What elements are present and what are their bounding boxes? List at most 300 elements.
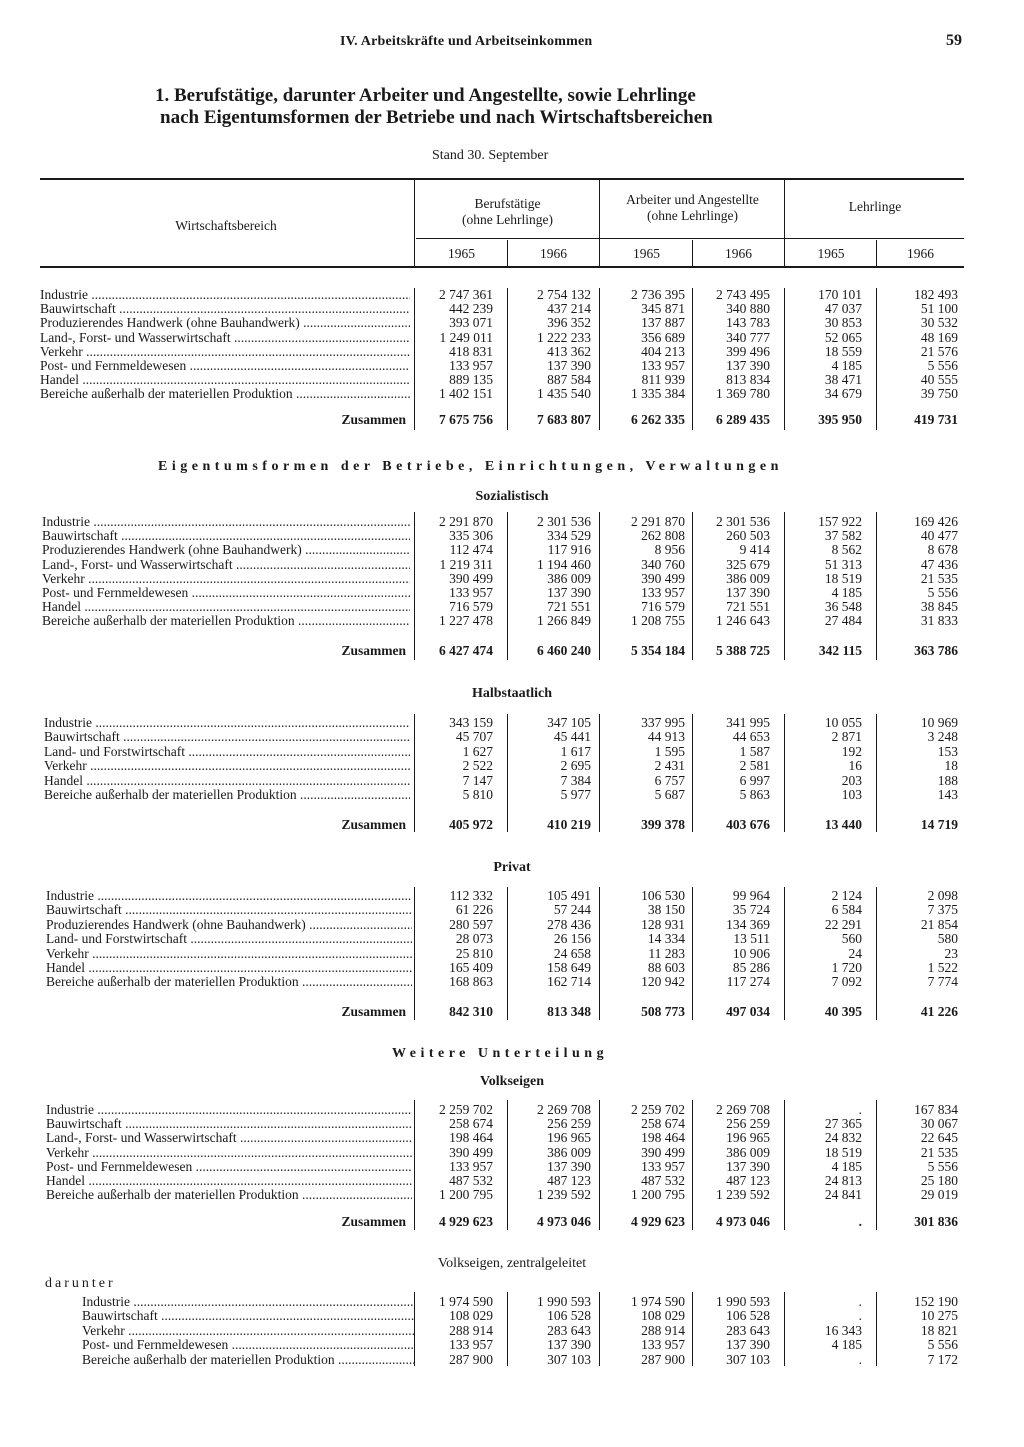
cell-value: 2 291 870 (439, 514, 493, 529)
cell-value: 133 957 (449, 585, 493, 600)
total-value: 399 378 (641, 817, 685, 832)
cell-value: 716 579 (449, 599, 493, 615)
row-label: Land- und Forstwirtschaft ..... (46, 932, 412, 946)
cell-value: 2 754 132 (537, 287, 591, 302)
table-row (0, 759, 1024, 773)
cell-value: 341 995 (726, 715, 770, 730)
row-label: Bauwirtschaft ..... (42, 529, 410, 543)
cell-value: 196 965 (547, 1130, 591, 1146)
cell-value: 1 335 384 (631, 386, 685, 402)
cell-value: 106 528 (547, 1308, 591, 1324)
cell-value: 103 (841, 787, 862, 802)
table-row (0, 961, 1024, 975)
cell-value: 117 274 (726, 974, 770, 990)
cell-value: 45 441 (553, 729, 591, 745)
cell-value: 36 548 (824, 599, 862, 615)
cell-value: 137 887 (641, 315, 685, 331)
cell-value: . (858, 1102, 862, 1117)
cell-value: 117 916 (547, 542, 591, 558)
cell-value: 4 185 (831, 1158, 862, 1174)
total-value: 4 929 623 (439, 1214, 493, 1229)
cell-value: 47 037 (824, 301, 862, 317)
cell-value: 137 390 (726, 1337, 770, 1353)
cell-value: 1 720 (831, 960, 862, 975)
row-label: Post- und Fernmeldewesen ..... (46, 1160, 412, 1174)
cell-value: 203 (841, 772, 862, 788)
cell-value: 182 493 (914, 287, 958, 302)
cell-value: 137 390 (726, 358, 770, 373)
cell-value: 390 499 (449, 1144, 493, 1160)
cell-value: 128 931 (641, 916, 685, 932)
table-row (0, 1160, 1024, 1174)
cell-value: 340 777 (726, 329, 770, 345)
cell-value: 137 390 (726, 1158, 770, 1174)
table-row (0, 373, 1024, 387)
cell-value: 307 103 (726, 1351, 770, 1367)
cell-value: 198 464 (641, 1130, 685, 1146)
table-row (0, 1174, 1024, 1188)
year-1966-c: 1966 (907, 246, 934, 261)
cell-value: 487 123 (547, 1173, 591, 1188)
cell-value: 6 757 (654, 772, 685, 788)
cell-value: 1 194 460 (537, 556, 591, 572)
cell-value: 7 092 (831, 974, 862, 990)
cell-value: 287 900 (641, 1351, 685, 1367)
divider-eigentumsformen: Eigentumsformen der Betriebe, Einrichtungen, Verwaltungen (158, 459, 783, 474)
cell-value: 167 834 (914, 1102, 958, 1117)
cell-value: 44 913 (647, 729, 685, 745)
cell-value: 307 103 (547, 1351, 591, 1367)
cell-value: 23 (944, 945, 958, 961)
cell-value: 288 914 (449, 1322, 493, 1338)
cell-value: 27 365 (824, 1116, 862, 1132)
total-value: 6 289 435 (716, 412, 770, 427)
cell-value: 133 957 (641, 1158, 685, 1174)
table-row (0, 1309, 1024, 1323)
cell-value: 28 073 (455, 931, 493, 947)
cell-value: 40 477 (920, 528, 958, 544)
cell-value: 1 617 (560, 743, 591, 759)
row-label: Post- und Fernmeldewesen ..... (42, 586, 410, 600)
row-label: Bereiche außerhalb der materiellen Produktion ..... (40, 387, 410, 401)
row-label: Bereiche außerhalb der materiellen Produktion ..... (42, 614, 410, 628)
cell-value: 5 556 (927, 585, 958, 600)
row-label: Bereiche außerhalb der materiellen Produktion ..... (44, 788, 410, 802)
cell-value: 278 436 (547, 916, 591, 932)
header-top-rule (40, 178, 964, 180)
cell-value: 170 101 (818, 287, 862, 302)
cell-value: 120 942 (641, 974, 685, 990)
cell-value: 345 871 (641, 301, 685, 317)
table-row (0, 1338, 1024, 1352)
cell-value: 105 491 (547, 888, 591, 903)
cell-value: 168 863 (449, 974, 493, 990)
cell-value: 390 499 (641, 570, 685, 586)
cell-value: 1 974 590 (439, 1294, 493, 1309)
cell-value: 2 695 (560, 758, 591, 774)
cell-value: 10 969 (920, 715, 958, 730)
cell-value: 52 065 (824, 329, 862, 345)
cell-value: 813 834 (726, 372, 770, 388)
cell-value: 1 595 (654, 743, 685, 759)
cell-value: 256 259 (726, 1116, 770, 1132)
total-row (0, 818, 1024, 832)
cell-value: 1 227 478 (439, 613, 493, 629)
total-value: 41 226 (920, 1004, 958, 1019)
total-value: 813 348 (547, 1004, 591, 1019)
table-row (0, 1103, 1024, 1117)
cell-value: 716 579 (641, 599, 685, 615)
row-label: Industrie ..... (42, 515, 410, 529)
row-label: Land- und Forstwirtschaft ..... (44, 745, 410, 759)
row-label: Industrie ..... (46, 889, 412, 903)
table-row (0, 788, 1024, 802)
table-row (0, 614, 1024, 628)
cell-value: 2 124 (831, 888, 862, 903)
cell-value: 2 259 702 (439, 1102, 493, 1117)
cell-value: 24 813 (824, 1173, 862, 1188)
cell-value: 18 559 (824, 343, 862, 359)
cell-value: 2 747 361 (439, 287, 493, 302)
cell-value: 2 736 395 (631, 287, 685, 302)
table-row (0, 558, 1024, 572)
row-label: Industrie ..... (44, 716, 410, 730)
cell-value: 258 674 (449, 1116, 493, 1132)
cell-value: 57 244 (553, 902, 591, 918)
cell-value: 2 522 (462, 758, 493, 774)
table-row (0, 302, 1024, 316)
cell-value: 325 679 (726, 556, 770, 572)
total-value: 6 460 240 (537, 643, 591, 658)
cell-value: 347 105 (547, 715, 591, 730)
row-label: Handel ..... (46, 961, 412, 975)
total-row (0, 413, 1024, 427)
cell-value: 2 871 (831, 729, 862, 745)
cell-value: 5 863 (739, 787, 770, 802)
section-heading-privat: Privat (493, 860, 531, 875)
cell-value: 1 219 311 (439, 556, 493, 572)
table-row (0, 387, 1024, 401)
cell-value: 108 029 (641, 1308, 685, 1324)
cell-value: 25 810 (455, 945, 493, 961)
cell-value: 13 511 (733, 931, 770, 947)
cell-value: 280 597 (449, 916, 493, 932)
cell-value: 133 957 (449, 1337, 493, 1353)
row-label: Handel ..... (40, 373, 410, 387)
cell-value: 24 832 (824, 1130, 862, 1146)
cell-value: 386 009 (547, 1144, 591, 1160)
stand-date: Stand 30. September (432, 148, 549, 163)
table-row (0, 1324, 1024, 1338)
section-heading-halbstaatlich: Halbstaatlich (471, 686, 553, 701)
row-label: Verkehr ..... (82, 1324, 414, 1338)
cell-value: 16 343 (824, 1322, 862, 1338)
cell-value: 5 556 (927, 358, 958, 373)
cell-value: 112 332 (449, 888, 493, 903)
cell-value: 8 562 (831, 542, 862, 558)
cell-value: 112 474 (449, 542, 493, 558)
cell-value: 10 906 (732, 945, 770, 961)
cell-value: 1 246 643 (716, 613, 770, 629)
total-value: 497 034 (726, 1004, 770, 1019)
table-row (0, 331, 1024, 345)
total-value: 301 836 (914, 1214, 958, 1229)
row-label: Bauwirtschaft ..... (46, 903, 412, 917)
cell-value: 386 009 (726, 570, 770, 586)
row-label: Handel ..... (42, 600, 410, 614)
header-vline-g3 (784, 179, 785, 267)
cell-value: 21 854 (920, 916, 958, 932)
darunter-label: darunter (45, 1276, 116, 1291)
table-row (0, 600, 1024, 614)
cell-value: 5 556 (927, 1337, 958, 1353)
group3-header: Lehrlinge (848, 199, 902, 214)
cell-value: 22 291 (824, 916, 862, 932)
cell-value: 192 (841, 743, 862, 759)
cell-value: 99 964 (732, 888, 770, 903)
cell-value: 2 098 (927, 888, 958, 903)
cell-value: 137 390 (547, 358, 591, 373)
cell-value: 390 499 (641, 1144, 685, 1160)
cell-value: 4 185 (831, 1337, 862, 1353)
cell-value: 340 760 (641, 556, 685, 572)
year-1966-b: 1966 (725, 246, 752, 261)
cell-value: 106 530 (641, 888, 685, 903)
total-value: 405 972 (449, 817, 493, 832)
cell-value: 2 259 702 (631, 1102, 685, 1117)
cell-value: 18 519 (824, 570, 862, 586)
total-value: . (858, 1214, 862, 1229)
cell-value: 413 362 (547, 343, 591, 359)
total-label: Zusammen (341, 1214, 406, 1229)
cell-value: 38 471 (824, 372, 862, 388)
cell-value: 25 180 (920, 1173, 958, 1188)
cell-value: 3 248 (927, 729, 958, 745)
cell-value: 7 147 (462, 772, 493, 788)
cell-value: 196 965 (726, 1130, 770, 1146)
table-title-line2: nach Eigentumsformen der Betriebe und nach Wirtschaftsbereichen (160, 107, 713, 128)
total-value: 6 427 474 (439, 643, 493, 658)
row-label: Produzierendes Handwerk (ohne Bauhandwerk) ..... (40, 316, 410, 330)
cell-value: 1 402 151 (439, 386, 493, 402)
cell-value: 153 (937, 743, 958, 759)
cell-value: 2 581 (739, 758, 770, 774)
cell-value: 157 922 (818, 514, 862, 529)
cell-value: 4 185 (831, 585, 862, 600)
row-label: Land-, Forst- und Wasserwirtschaft ..... (42, 558, 410, 572)
cell-value: 2 301 536 (537, 514, 591, 529)
year-1965-b: 1965 (633, 246, 660, 261)
cell-value: 21 576 (920, 343, 958, 359)
cell-value: . (858, 1308, 862, 1324)
cell-value: 1 990 593 (537, 1294, 591, 1309)
table-row (0, 716, 1024, 730)
cell-value: 334 529 (547, 528, 591, 544)
cell-value: 283 643 (547, 1322, 591, 1338)
cell-value: 35 724 (732, 902, 770, 918)
cell-value: 137 390 (547, 585, 591, 600)
page-number: 59 (946, 32, 962, 49)
cell-value: 27 484 (824, 613, 862, 629)
table-row (0, 1117, 1024, 1131)
cell-value: 340 880 (726, 301, 770, 317)
cell-value: 51 313 (824, 556, 862, 572)
row-label: Verkehr ..... (46, 947, 412, 961)
row-label: Post- und Fernmeldewesen ..... (82, 1338, 414, 1352)
header-bottom-rule (40, 266, 964, 268)
table-row (0, 359, 1024, 373)
cell-value: 6 584 (831, 902, 862, 918)
row-label: Land-, Forst- und Wasserwirtschaft ..... (46, 1131, 412, 1145)
cell-value: 2 743 495 (716, 287, 770, 302)
cell-value: 143 783 (726, 315, 770, 331)
cell-value: 5 556 (927, 1158, 958, 1174)
row-label: Handel ..... (46, 1174, 412, 1188)
row-label: Bereiche außerhalb der materiellen Produktion ..... (46, 1188, 412, 1202)
cell-value: 18 821 (920, 1322, 958, 1338)
cell-value: 30 067 (920, 1116, 958, 1132)
total-value: 6 262 335 (631, 412, 685, 427)
row-label: Bereiche außerhalb der materiellen Produktion ..... (46, 975, 412, 989)
cell-value: 4 185 (831, 358, 862, 373)
header-year-rule (416, 238, 964, 239)
cell-value: 10 055 (824, 715, 862, 730)
total-value: 7 683 807 (537, 412, 591, 427)
row-label: Industrie ..... (46, 1103, 412, 1117)
cell-value: 1 627 (462, 743, 493, 759)
section-heading-sozialistisch: Sozialistisch (475, 489, 549, 504)
total-value: 4 973 046 (716, 1214, 770, 1229)
cell-value: 337 995 (641, 715, 685, 730)
cell-value: 811 939 (641, 372, 685, 388)
header-vline-stub (414, 179, 415, 267)
table-row (0, 1295, 1024, 1309)
cell-value: 47 436 (920, 556, 958, 572)
cell-value: 1 208 755 (631, 613, 685, 629)
cell-value: 1 200 795 (439, 1187, 493, 1203)
cell-value: 393 071 (449, 315, 493, 331)
cell-value: 889 135 (449, 372, 493, 388)
cell-value: 108 029 (449, 1308, 493, 1324)
table-row (0, 975, 1024, 989)
cell-value: 51 100 (920, 301, 958, 317)
cell-value: 133 957 (449, 1158, 493, 1174)
table-row (0, 316, 1024, 330)
cell-value: 258 674 (641, 1116, 685, 1132)
table-row (0, 1131, 1024, 1145)
total-value: 7 675 756 (439, 412, 493, 427)
cell-value: . (858, 1294, 862, 1309)
section-heading-volkseigen: Volkseigen (479, 1074, 545, 1089)
cell-value: 560 (841, 931, 862, 947)
cell-value: 487 532 (641, 1173, 685, 1188)
total-value: 842 310 (449, 1004, 493, 1019)
cell-value: 37 582 (824, 528, 862, 544)
cell-value: 61 226 (455, 902, 493, 918)
row-label: Bauwirtschaft ..... (40, 302, 410, 316)
cell-value: 39 750 (920, 386, 958, 402)
table-title-line1: 1. Berufstätige, darunter Arbeiter und Angestellte, sowie Lehrlinge (155, 85, 696, 106)
cell-value: 21 535 (920, 1144, 958, 1160)
stub-header: Wirtschaftsbereich (175, 218, 277, 233)
cell-value: 45 707 (455, 729, 493, 745)
cell-value: 158 649 (547, 960, 591, 975)
group1-header-line1: Berufstätige (474, 196, 541, 211)
cell-value: 2 301 536 (716, 514, 770, 529)
cell-value: 24 658 (553, 945, 591, 961)
total-value: 403 676 (726, 817, 770, 832)
cell-value: 260 503 (726, 528, 770, 544)
cell-value: 580 (937, 931, 958, 947)
row-label: Bauwirtschaft ..... (82, 1309, 414, 1323)
cell-value: 7 172 (927, 1351, 958, 1367)
table-row (0, 730, 1024, 744)
cell-value: 8 956 (654, 542, 685, 558)
cell-value: 6 997 (739, 772, 770, 788)
table-row (0, 889, 1024, 903)
table-row (0, 1188, 1024, 1202)
cell-value: 1 239 592 (537, 1187, 591, 1203)
divider-weitere-unterteilung: Weitere Unterteilung (392, 1046, 609, 1061)
cell-value: 22 645 (920, 1130, 958, 1146)
total-value: 410 219 (547, 817, 591, 832)
row-label: Handel ..... (44, 774, 410, 788)
cell-value: 7 384 (560, 772, 591, 788)
cell-value: 487 532 (449, 1173, 493, 1188)
row-label: Bauwirtschaft ..... (46, 1117, 412, 1131)
cell-value: 2 291 870 (631, 514, 685, 529)
table-row (0, 903, 1024, 917)
group2-header-line2: (ohne Lehrlinge) (646, 208, 739, 223)
cell-value: 133 957 (641, 1337, 685, 1353)
cell-value: 335 306 (449, 528, 493, 544)
table-row (0, 1353, 1024, 1367)
cell-value: 133 957 (641, 358, 685, 373)
total-value: 5 388 725 (716, 643, 770, 658)
cell-value: 396 352 (547, 315, 591, 331)
cell-value: 437 214 (547, 301, 591, 317)
row-label: Land-, Forst- und Wasserwirtschaft ..... (40, 331, 410, 345)
cell-value: 404 213 (641, 343, 685, 359)
row-label: Verkehr ..... (46, 1146, 412, 1160)
cell-value: 487 123 (726, 1173, 770, 1188)
cell-value: 1 974 590 (631, 1294, 685, 1309)
group2-header-line1: Arbeiter und Angestellte (626, 192, 759, 207)
year-1965-c: 1965 (817, 246, 845, 261)
cell-value: 10 275 (920, 1308, 958, 1324)
cell-value: 133 957 (641, 585, 685, 600)
total-label: Zusammen (341, 1004, 406, 1019)
cell-value: 26 156 (553, 931, 591, 947)
cell-value: 133 957 (449, 358, 493, 373)
total-row (0, 1215, 1024, 1229)
table-row (0, 515, 1024, 529)
cell-value: 29 019 (920, 1187, 958, 1203)
cell-value: 1 522 (927, 960, 958, 975)
row-label: Verkehr ..... (44, 759, 410, 773)
cell-value: 1 587 (739, 743, 770, 759)
row-label: Verkehr ..... (40, 345, 410, 359)
cell-value: 134 369 (726, 916, 770, 932)
cell-value: 721 551 (547, 599, 591, 615)
table-row (0, 1146, 1024, 1160)
cell-value: 162 714 (547, 974, 591, 990)
row-label: Bauwirtschaft ..... (44, 730, 410, 744)
total-row (0, 1005, 1024, 1019)
total-value: 5 354 184 (631, 643, 685, 658)
cell-value: 34 679 (824, 386, 862, 402)
cell-value: 356 689 (641, 329, 685, 345)
